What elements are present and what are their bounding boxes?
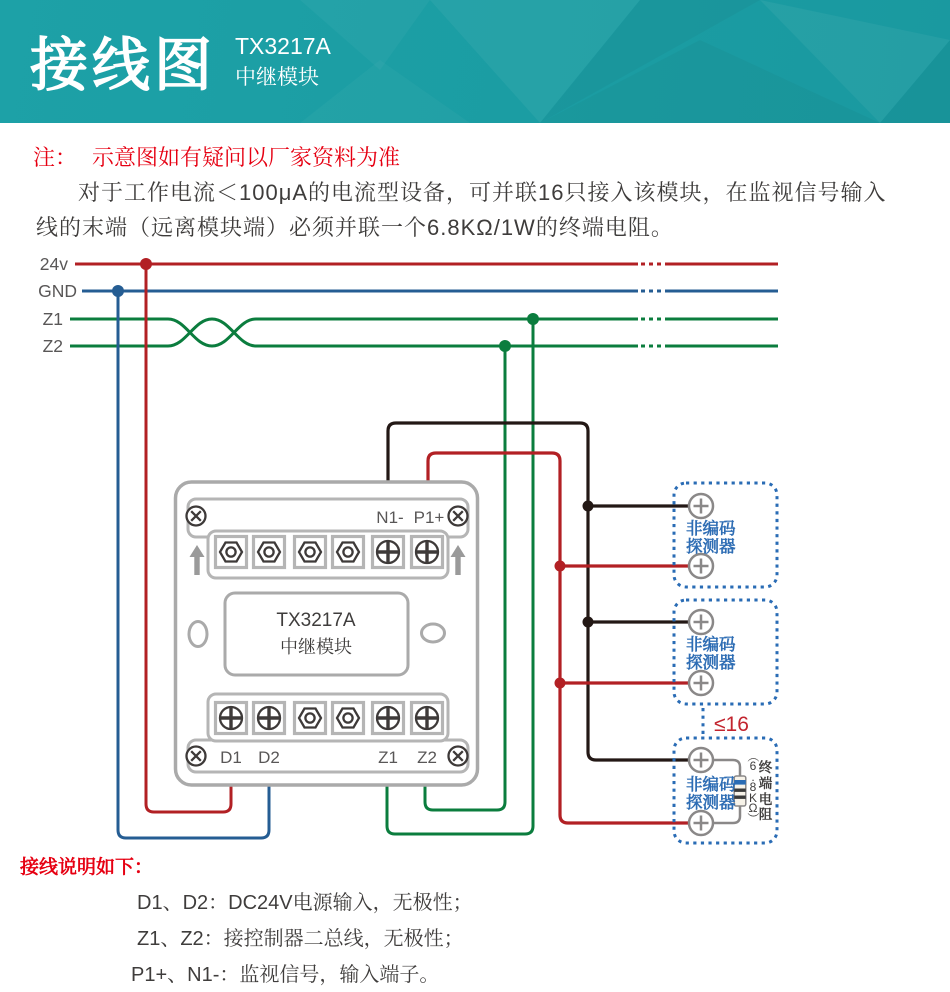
detector-name-line2: 探测器 — [686, 654, 736, 672]
hex-nut-icon — [337, 543, 359, 562]
screw-x-icon — [449, 747, 468, 766]
terminal-label-z2: Z2 — [417, 748, 437, 767]
junction-dot — [499, 340, 511, 352]
hex-nut-icon — [258, 543, 280, 562]
hex-nut-icon — [299, 709, 321, 728]
terminal-label-d2: D2 — [258, 748, 280, 767]
hex-nut-icon — [337, 709, 359, 728]
terminal-label-d1: D1 — [220, 748, 242, 767]
bus-label-z1: Z1 — [42, 309, 63, 329]
junction-dot — [555, 678, 566, 689]
relay-module — [176, 482, 478, 785]
module-model-text: TX3217A — [276, 610, 356, 631]
footer-title: 接线说明如下： — [20, 857, 154, 878]
hex-nut-icon — [220, 543, 242, 562]
detector-name-line2: 探测器 — [686, 794, 736, 812]
bus-z2 — [70, 319, 778, 346]
page-title: 接线图 — [30, 33, 217, 98]
detector-terminal-icon — [689, 554, 713, 578]
detector-terminal-icon — [689, 748, 713, 772]
module-type: 中继模块 — [235, 65, 319, 89]
detector-terminal-icon — [689, 494, 713, 518]
detector-name-line1: 非编码 — [686, 520, 736, 538]
detector-1 — [674, 483, 777, 587]
footer-item-d1d2: D1、D2：DC24V电源输入，无极性； — [137, 892, 473, 914]
model-number: TX3217A — [235, 33, 331, 59]
junction-dot — [112, 285, 124, 297]
junction-dot — [527, 313, 539, 325]
footer-item-z1z2: Z1、Z2：接控制器二总线，无极性； — [137, 928, 464, 950]
hex-nut-icon — [299, 543, 321, 562]
detector-name-line2: 探测器 — [686, 538, 736, 556]
detector-terminal-icon — [689, 671, 713, 695]
note-warning: 示意图如有疑问以厂家资料为准 — [92, 145, 401, 170]
phillips-screw-icon — [220, 707, 242, 729]
detector-terminal-icon — [689, 811, 713, 835]
bus-lines — [70, 264, 778, 346]
terminal-label-z1: Z1 — [378, 748, 398, 767]
detector-2 — [674, 600, 777, 704]
phillips-screw-icon — [258, 707, 280, 729]
bus-label-24v: 24v — [39, 254, 68, 274]
junction-dot — [583, 617, 594, 628]
detector-name-line1: 非编码 — [686, 636, 736, 654]
bus-label-gnd: GND — [38, 281, 77, 301]
mounting-hole — [422, 624, 445, 642]
bus-labels — [38, 254, 77, 356]
screw-x-icon — [187, 747, 206, 766]
phillips-screw-icon — [377, 707, 399, 729]
note-body-line1: 对于工作电流＜100μA的电流型设备，可并联16只接入该模块，在监视信号输入 — [78, 180, 887, 205]
mounting-hole — [189, 622, 207, 647]
detector-terminal-icon — [689, 610, 713, 634]
resistor-value-label: （ 6 . 8 K Ω ） — [746, 750, 761, 825]
module-label-plate — [225, 593, 408, 675]
terminal-label-p1: P1+ — [413, 508, 445, 527]
note-label: 注： — [33, 145, 78, 170]
screw-x-icon — [187, 507, 206, 526]
detector-name-line1: 非编码 — [686, 776, 736, 794]
phillips-screw-icon — [416, 707, 438, 729]
note-body-line2: 线的末端（远离模块端）必须并联一个6.8KΩ/1W的终端电阻。 — [36, 215, 674, 240]
junction-dot — [555, 561, 566, 572]
screw-x-icon — [449, 507, 468, 526]
terminal-label-n1: N1- — [376, 508, 404, 527]
resistor-icon — [734, 776, 746, 806]
bus-z1 — [70, 319, 778, 346]
footer-item-p1n1: P1+、N1-：监视信号，输入端子。 — [131, 964, 440, 986]
bus-label-z2: Z2 — [42, 336, 63, 356]
max-count-label: ≤16 — [714, 713, 749, 736]
module-name-text: 中继模块 — [280, 637, 352, 657]
junction-dot — [583, 501, 594, 512]
resistor-name-label: 终 端 电 阻 — [758, 760, 773, 823]
junction-dot — [140, 258, 152, 270]
phillips-screw-icon — [377, 541, 399, 563]
phillips-screw-icon — [416, 541, 438, 563]
